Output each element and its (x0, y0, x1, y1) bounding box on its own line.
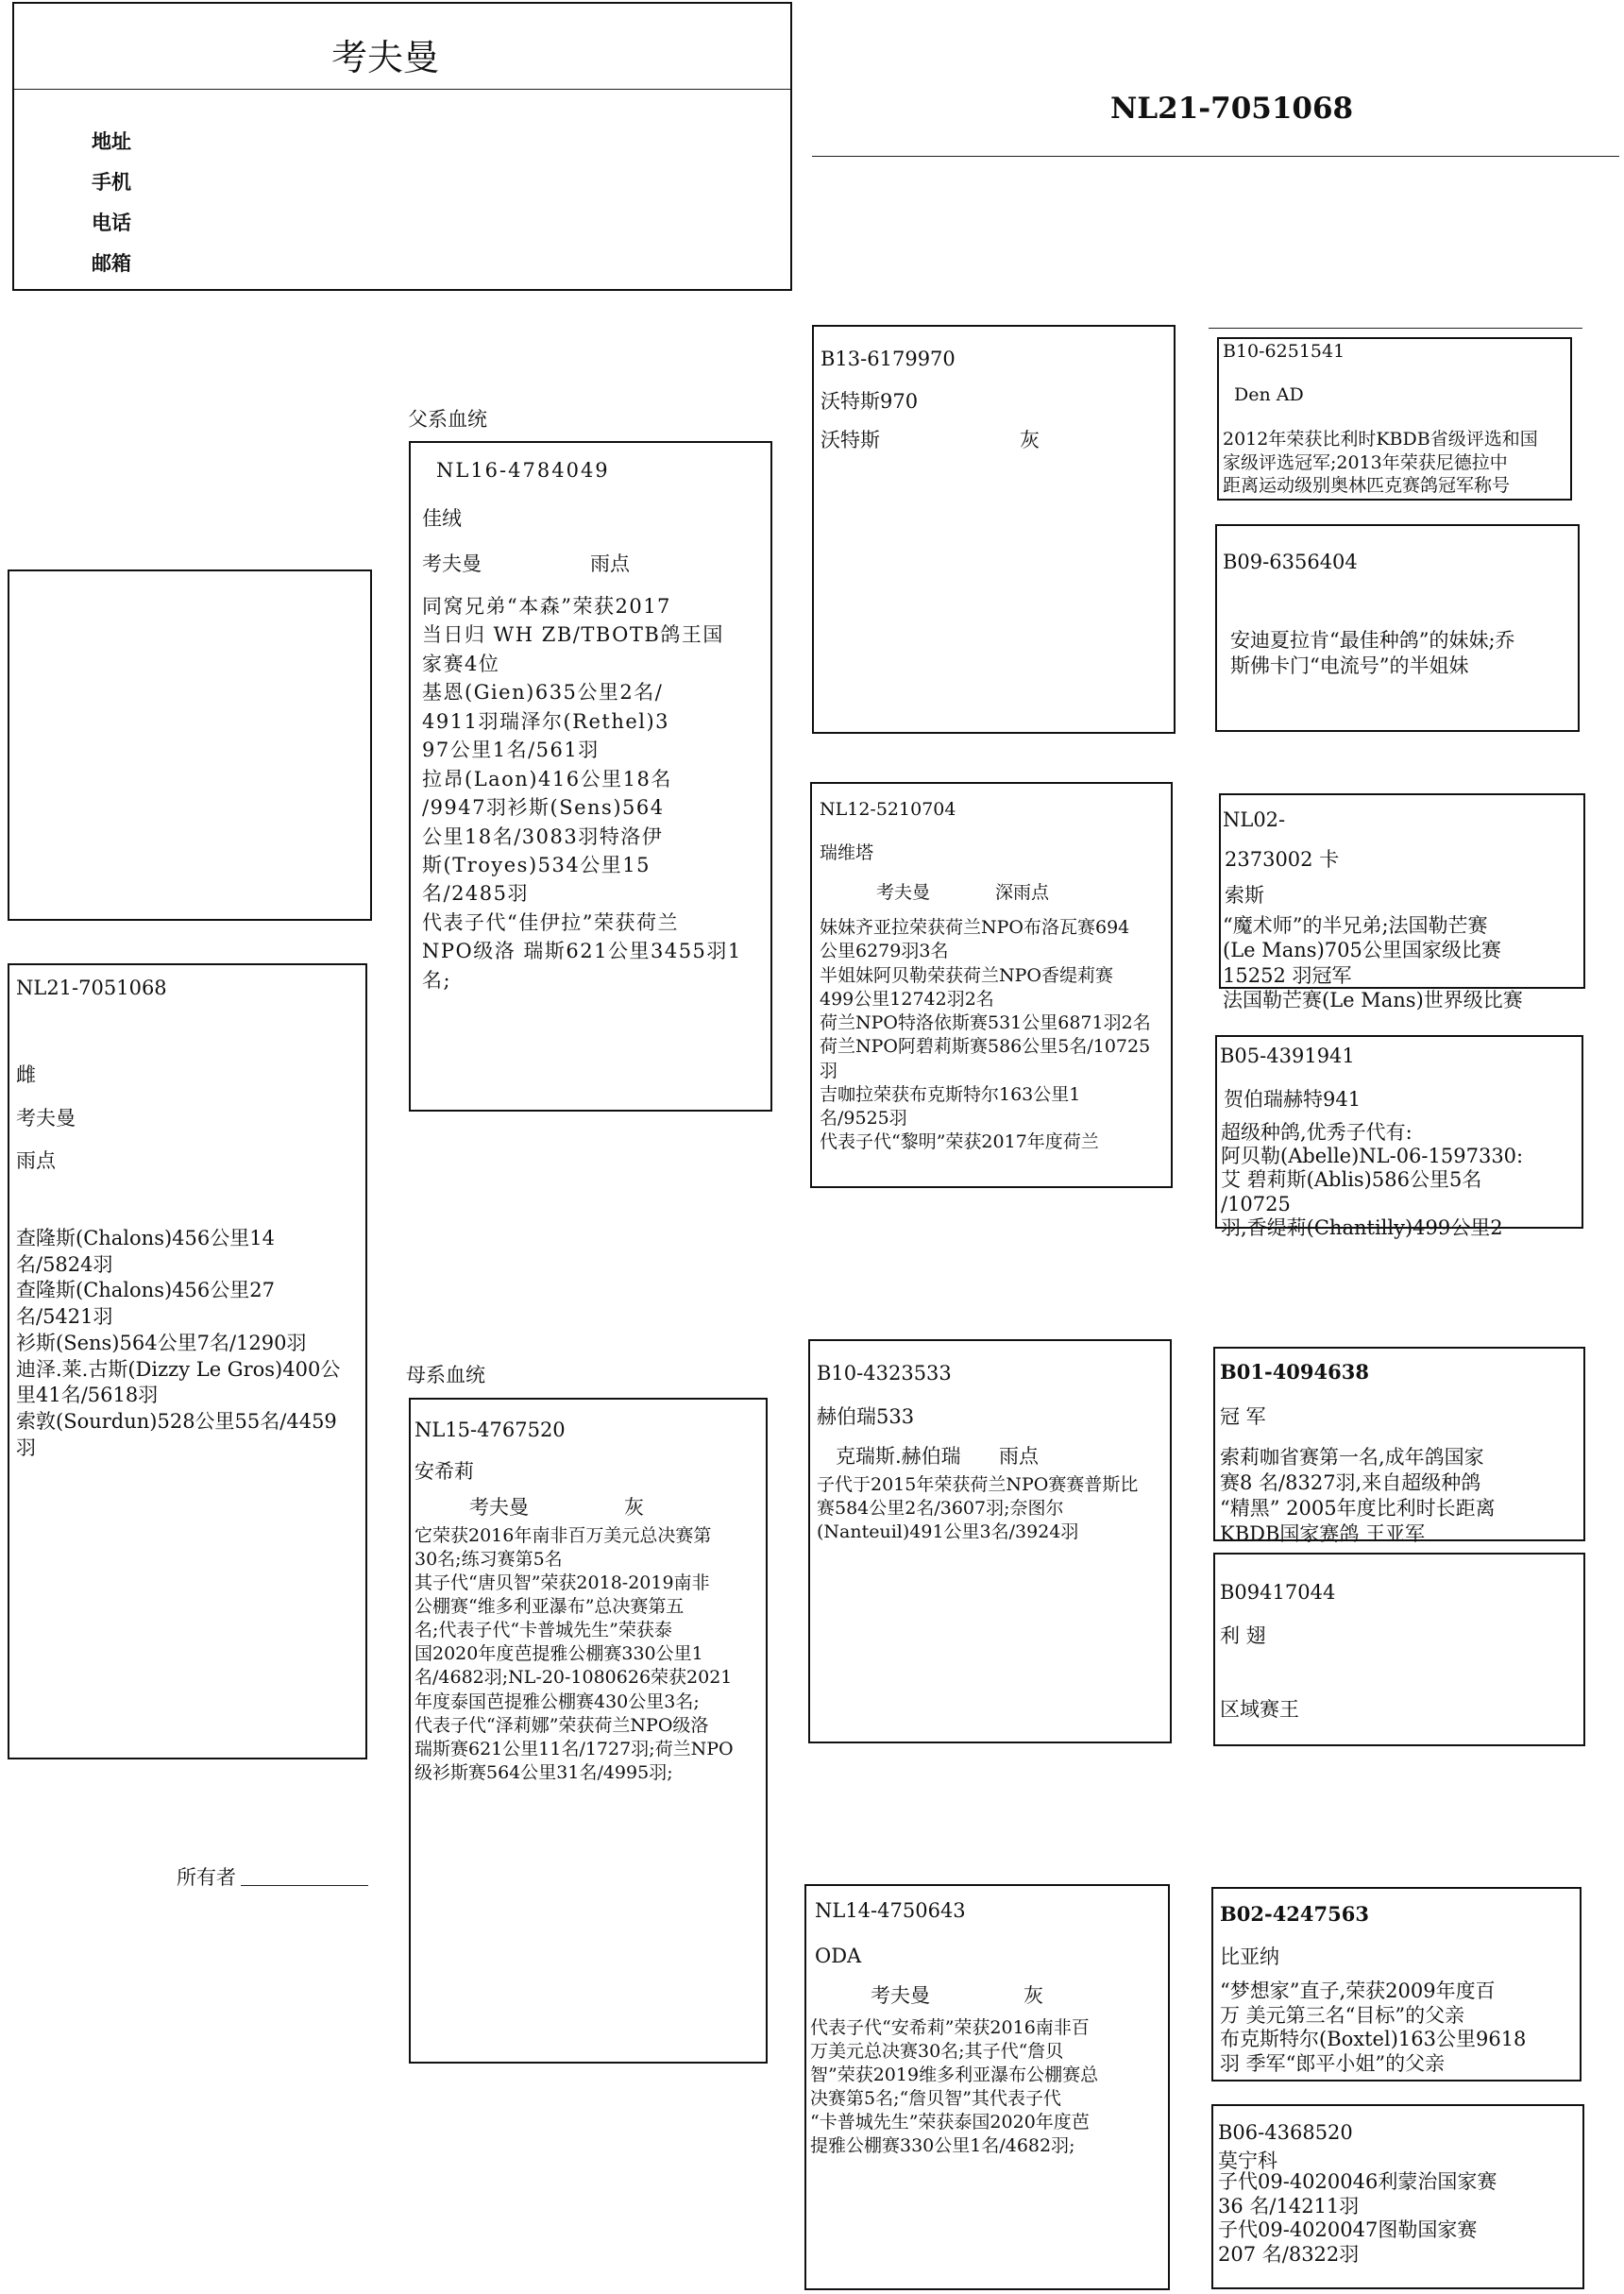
ggp-top-rule (1209, 328, 1582, 329)
dd-ring: NL14-4750643 (815, 1899, 966, 1922)
owner-name-title: 考夫曼 (331, 37, 440, 78)
dam-breeder: 考夫曼 (469, 1496, 529, 1519)
dd-breeder: 考夫曼 (871, 1984, 930, 2007)
ss-breeder: 沃特斯 (820, 429, 880, 451)
subject-box (8, 963, 367, 1759)
sds-ring-a: NL02- (1223, 808, 1286, 831)
sss-ring: B10-6251541 (1223, 341, 1345, 362)
sire-name: 佳绒 (422, 507, 462, 530)
sss-notes: 2012年荣获比利时KBDB省级评选和国 家级评选冠军;2013年荣获尼德拉中 距离运动级别奥林匹克赛鸽冠军称号 (1223, 429, 1538, 497)
sdd-ring: B05-4391941 (1220, 1045, 1355, 1067)
dam-notes: 它荣获2016年南非百万美元总决赛第 30名;练习赛第5名 其子代“唐贝智”荣获2018-2019南非 公棚赛“维多利亚瀑布”总决赛第五 名;代表子代“卡普城先生”荣获泰 国2020年度芭提雅公棚赛330公里1 名/4682羽;NL-20-1080626荣获2021 年度泰国芭提雅公棚赛430公里3名; 代表子代“泽莉娜”荣获荷兰NPO级洛 瑞斯赛621公里11名/1727羽;荷兰NPO 级衫斯赛564公里31名/4995羽; (414, 1525, 734, 1783)
subject-sex: 雌 (16, 1063, 36, 1086)
sds-notes: “魔术师”的半兄弟;法国勒芒赛 (Le Mans)705公里国家级比赛 15252 羽冠军 法国勒芒赛(Le Mans)世界级比赛 (1223, 914, 1523, 1011)
sdd-name: 贺伯瑞赫特941 (1224, 1088, 1362, 1111)
dam-box (409, 1398, 768, 2064)
sd-notes: 妹妹齐亚拉荣获荷兰NPO布洛瓦赛694 公里6279羽3名 半姐妹阿贝勒荣获荷兰NPO香缇莉赛 499公里12742羽2名 荷兰NPO特洛依斯赛531公里6871羽2名 荷兰NPO阿碧莉斯赛586公里5名/10725 羽 吉咖拉荣获布克斯特尔163公里1 名/9525羽 代表子代“黎明”荣获2017年度荷兰 (820, 917, 1151, 1153)
label-mobile: 手机 (92, 170, 131, 194)
sire-side-label: 父系血统 (408, 408, 487, 431)
dd-color: 灰 (1023, 1984, 1043, 2007)
sdd-notes: 超级种鸽,优秀子代有: 阿贝勒(Abelle)NL-06-1597330: 艾 碧莉斯(Ablis)586公里5名 /10725 羽,香缇莉(Chantilly)499公里2 (1221, 1121, 1524, 1239)
dss-name: 冠 军 (1220, 1405, 1266, 1428)
header-ring-underline (812, 156, 1619, 157)
dd-notes: 代表子代“安希莉”荣获2016南非百 万美元总决赛30名;其子代“詹贝 智”荣获2019维多利亚瀑布公棚赛总 决赛第5名;“詹贝智”其代表子代 “卡普城先生”荣获泰国2020年度芭 提雅公棚赛330公里1名/4682羽; (810, 2017, 1099, 2157)
sire-color: 雨点 (590, 552, 630, 575)
ds-breeder: 克瑞斯.赫伯瑞 (836, 1445, 961, 1468)
sire-breeder: 考夫曼 (422, 552, 482, 575)
sd-color: 深雨点 (995, 882, 1050, 903)
ds-name: 赫伯瑞533 (817, 1405, 915, 1428)
ds-color: 雨点 (999, 1445, 1039, 1468)
owner-label: 所有者 (177, 1866, 236, 1889)
owner-signature-line (241, 1885, 368, 1886)
ss-ring: B13-6179970 (820, 348, 956, 370)
ddd-notes: 子代09-4020046利蒙治国家赛 36 名/14211羽 子代09-4020047图勒国家赛 207 名/8322羽 (1218, 2170, 1497, 2266)
header-divider (14, 89, 790, 90)
dd-name: ODA (815, 1945, 862, 1967)
dam-name: 安希莉 (414, 1460, 474, 1483)
sss-box (1217, 337, 1572, 501)
dds-box (1211, 1887, 1582, 2082)
sds-name: 索斯 (1225, 884, 1264, 907)
sire-ring: NL16-4784049 (436, 459, 610, 482)
dsd-ring: B09417044 (1220, 1581, 1336, 1604)
subject-color: 雨点 (16, 1149, 56, 1172)
sire-box (409, 441, 772, 1112)
dam-side-label: 母系血统 (406, 1364, 485, 1386)
ds-notes: 子代于2015年荣获荷兰NPO赛赛普斯比 赛584公里2名/3607羽;奈图尔 (Nanteuil)491公里3名/3924羽 (817, 1474, 1139, 1543)
dds-notes: “梦想家”直子,荣获2009年度百 万 美元第三名“目标”的父亲 布克斯特尔(Boxtel)163公里9618 羽 季军“郎平小姐”的父亲 (1220, 1980, 1527, 2075)
sire-notes: 同窝兄弟“本森”荣获2017 当日归 WH ZB/TBOTB鸽王国 家赛4位 基恩(Gien)635公里2名/ 4911羽瑞泽尔(Rethel)3 97公里1名/561羽 拉昂(Laon)416公里18名 /9947羽衫斯(Sens)564 公里18名/3083羽特洛伊 斯(Troyes)534公里15 名/2485羽 代表子代“佳伊拉”荣获荷兰 NPO级洛 瑞斯621公里3455羽1名; (422, 595, 742, 992)
sd-name: 瑞维塔 (820, 842, 874, 863)
dsd-notes: 区域赛王 (1220, 1698, 1299, 1721)
dam-ring: NL15-4767520 (414, 1419, 566, 1441)
label-address: 地址 (92, 129, 131, 153)
dss-box (1213, 1347, 1585, 1545)
ddd-name: 莫宁科 (1218, 2150, 1277, 2172)
ds-ring: B10-4323533 (817, 1362, 952, 1385)
sds-ring-b: 2373002 卡 (1225, 848, 1340, 871)
subject-notes: 查隆斯(Chalons)456公里14 名/5824羽 查隆斯(Chalons)456公里27 名/5421羽 衫斯(Sens)564公里7名/1290羽 迪泽.莱.古斯(Dizzy Le Gros)400公 里41名/5618羽 索敦(Sourdun)528公里55名/4459 羽 (16, 1227, 341, 1459)
ss-color: 灰 (1020, 429, 1040, 451)
label-email: 邮箱 (92, 251, 131, 275)
dss-notes: 索莉咖省赛第一名,成年鸽国家 赛8 名/8327羽,来自超级种鸽 “精黑” 2005年度比利时长距离 KBDB国家赛鸽 王亚军 (1220, 1446, 1496, 1545)
ddd-ring: B06-4368520 (1218, 2121, 1353, 2144)
ds-box (808, 1339, 1172, 1743)
label-phone: 电话 (92, 211, 131, 234)
ss-name: 沃特斯970 (820, 390, 919, 413)
sd-box (810, 782, 1173, 1188)
sss-name: Den AD (1234, 384, 1304, 405)
ssd-box (1215, 524, 1580, 732)
header-ring-number: NL21-7051068 (1110, 92, 1354, 126)
photo-box (8, 569, 372, 921)
dam-color: 灰 (624, 1496, 644, 1519)
ss-box (812, 325, 1176, 734)
header-box (12, 2, 792, 291)
dsd-box (1213, 1553, 1585, 1746)
subject-breeder: 考夫曼 (16, 1107, 76, 1130)
ssd-ring: B09-6356404 (1223, 551, 1358, 573)
dsd-name: 利 翅 (1220, 1624, 1266, 1647)
ssd-notes: 安迪夏拉肯“最佳种鸽”的妹妹;乔 斯佛卡门“电流号”的半姐妹 (1230, 629, 1515, 678)
ddd-box (1211, 2104, 1584, 2289)
subject-ring: NL21-7051068 (16, 977, 167, 999)
dds-ring: B02-4247563 (1220, 1902, 1369, 1926)
dds-name: 比亚纳 (1220, 1946, 1279, 1968)
sd-ring: NL12-5210704 (820, 799, 956, 820)
sd-breeder: 考夫曼 (876, 882, 931, 903)
dss-ring: B01-4094638 (1220, 1360, 1369, 1384)
dd-box (804, 1884, 1170, 2290)
